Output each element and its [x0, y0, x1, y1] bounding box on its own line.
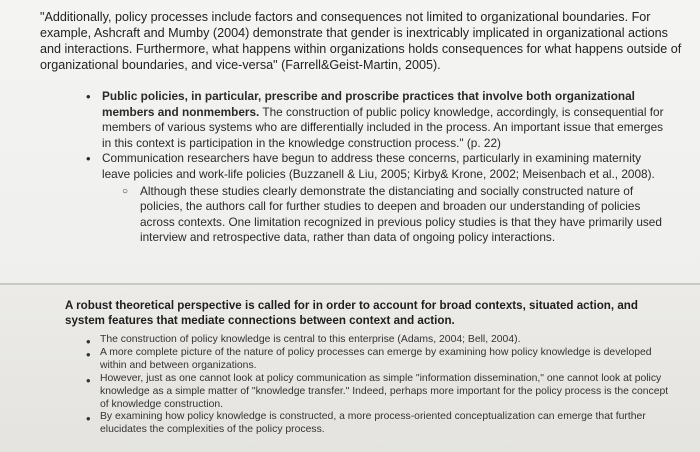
list-item: [122, 184, 672, 246]
quote-paragraph: "Additionally, policy processes include factors and consequences not limited to organizational boundaries. For example, Ashcraft and Mumby (2004) demonstrate that gender is inextricably implicated in organizational actions and interactions. Furthermore, what happens within organizations holds consequences for what happens outside of organizational boundaries, and vice-versa" (Farrell&Geist-Martin, 2005).: [40, 10, 682, 72]
top-bullet-list: [86, 89, 672, 246]
bullet-text: By examining how policy knowledge is constructed, a more process-oriented conceptualization can emerge that further elucidates the complexities of the policy process.: [100, 411, 646, 436]
bullet-dot-icon: •: [86, 151, 91, 167]
sub-bullet-list: [102, 184, 672, 246]
bullet-text: The construction of policy knowledge is central to this enterprise (Adams, 2004; Bell, 2004).: [100, 334, 521, 345]
bullet-text: However, just as one cannot look at policy communication as simple "information dissemination," one cannot look at policy knowledge as a simple matter of "knowledge transfer." Indeed, perhaps more important for the policy process is the concept of knowledge construction.: [100, 372, 669, 410]
list-item: [86, 89, 672, 151]
bullet-dot-icon: •: [86, 89, 91, 104]
bullet-dot-icon: •: [86, 372, 91, 388]
bullet-text: The construction of public policy knowledge, accordingly, is consequential for members of various systems who are differentially included in the process. An important issue that emerges in this context is participation in the knowledge construction process." (p. 22): [102, 104, 664, 150]
bullet-text: A more complete picture of the nature of policy processes can emerge by examining how policy knowledge is developed within and between organizations.: [100, 346, 652, 371]
bullet-dot-icon: •: [86, 346, 91, 362]
sub-bullet-text: Although these studies clearly demonstrate the distanciating and socially constructed nature of policies, the authors call for further studies to deepen and broaden our understanding of policies across contexts. One limitation recognized in previous policy studies is that they have primarily used interview and retrospective data, rather than data of ongoing policy interactions.: [140, 183, 662, 245]
bullet-text: Communication researchers have begun to address these concerns, particularly in examining maternity leave policies and work-life policies (Buzzanell & Liu, 2005; Kirby& Krone, 2002; Meisenbach et al., 2008).: [102, 151, 655, 181]
list-item: [86, 151, 672, 246]
bottom-bullet-list: [86, 334, 676, 437]
bullet-dot-icon: •: [86, 411, 91, 427]
list-item: [86, 347, 676, 373]
list-item: [86, 334, 676, 347]
bullet-dot-icon: •: [86, 334, 91, 349]
section-heading: A robust theoretical perspective is called for in order to account for broad contexts, situated action, and system features that mediate connections between context and action.: [65, 299, 638, 328]
bullet-bold-text: Public policies, in particular, prescribe and proscribe practices that involve both organizational members and nonmembers.: [102, 89, 635, 119]
bullet-circle-icon: ○: [122, 185, 129, 197]
list-item: [86, 411, 676, 437]
list-item: [86, 373, 676, 412]
